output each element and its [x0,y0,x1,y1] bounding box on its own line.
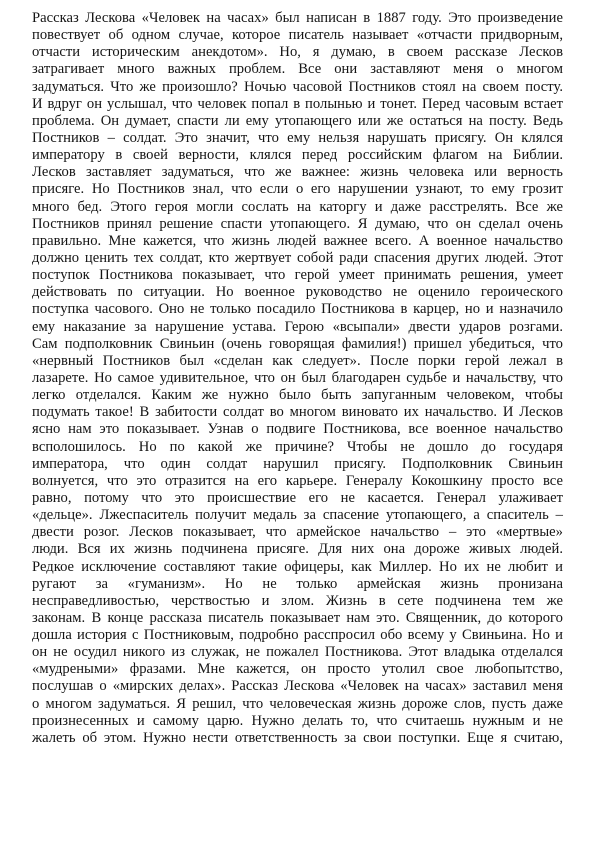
text-line: он не осудил никого из служак, не пожалел Постникова. Этот владыка отделался [32,644,563,661]
text-line: затрагивает много важных проблем. Все они заставляют меня о многом [32,61,563,78]
text-line: Постников – солдат. Это значит, что ему нельзя нарушать присягу. Он клялся [32,129,563,146]
text-line: Редкое исключение составляют такие офицеры, как Миллер. Но их не любит и [32,558,563,575]
text-line: поступка часового. Оно не только посадило Постникова в карцер, но и назначило [32,301,563,318]
text-line: поступок Постникова показывает, что герой умеет принимать решения, умеет [32,267,563,284]
text-line: произнесенных и самому царю. Нужно делать то, что считаешь нужным и не [32,712,563,729]
text-line: люди. Вся их жизнь подчинена присяге. Для них она дороже живых людей. [32,541,563,558]
text-line: легко отделался. Каким же нужно было быть запуганным человеком, чтобы [32,387,563,404]
text-line: дошла история с Постниковым, подробно расспросил обо всему у Свиньина. Но и [32,627,563,644]
text-line: правильно. Мне кажется, что жизнь людей важнее всего. А военное начальство [32,232,563,249]
text-line: «нервный Постников был «сделан как следует». После порки герой лежал в [32,352,563,369]
text-line: о многом задуматься. Я решил, что человеческая жизнь дороже слов, пусть даже [32,695,563,712]
text-line: жалеть об этом. Нужно нести ответственность за свои поступки. Еще я считаю, [32,729,563,746]
text-line: подумать такое! В забитости солдат во многом виновато их начальство. И Лесков [32,404,563,421]
text-line: задуматься. Что же произошло? Ночью часовой Постников стоял на своем посту. [32,78,563,95]
text-line: Постников принял решение спасти утопающего. Я думаю, что он сделал очень [32,215,563,232]
text-line: проблема. Он думает, спасти ли ему утопающего или же остаться на посту. Ведь [32,112,563,129]
text-line: «дельце». Лжеспаситель получит медаль за спасение утопающего, а спаситель – [32,507,563,524]
text-line: ясно нам это показывает. Узнав о подвиге Постникова, все военное начальство [32,421,563,438]
text-line: лазарете. Но самое удивительное, что он был благодарен судьбе и начальству, что [32,369,563,386]
text-line: должно ценить тех солдат, кто жертвует собой ради спасения других людей. Этот [32,249,563,266]
text-line: Рассказ Лескова «Человек на часах» был написан в 1887 году. Это произведение [32,10,563,26]
text-line: присяге. Но Постников знал, что если о его нарушении узнают, то ему грозит [32,181,563,198]
text-line: послушав о «мирских делах». Рассказ Лескова «Человек на часах» заставил меня [32,678,563,695]
text-line: «мудреными» фразами. Мне кажется, он просто утолил свое любопытство, [32,661,563,678]
text-line: И вдруг он услышал, что человек попал в полынью и тонет. Перед часовым встает [32,95,563,112]
text-line: волнуется, что это отразится на его карьере. Генералу Кокошкину просто все [32,472,563,489]
text-line: законам. В конце рассказа писатель показывает нам это. Священник, до которого [32,609,563,626]
text-line: равно, потому что это происшествие его не касается. Генерал улаживает [32,489,563,506]
text-line: повествует об одном случае, которое писатель называет «отчасти придворным, [32,27,563,44]
text-line: Сам подполковник Свиньин (очень говорящая фамилия!) пришел убедиться, что [32,335,563,352]
text-line: ему наказание за нарушение устава. Герою «всыпали» двести ударов розгами. [32,318,563,335]
text-line: Лесков заставляет задуматься, что же важнее: жизнь человека или верность [32,164,563,181]
text-line: действовать по ситуации. Но военное руководство не оценило героического [32,284,563,301]
essay-text [32,10,563,747]
text-line: много бед. Этого героя могли сослать на каторгу и даже расстрелять. Все же [32,198,563,215]
text-line: несправедливостью, черствостью и злом. Жизнь в сете подчинена тем же [32,592,563,609]
text-line: императору в своей верности, клялся перед российским флагом на Библии. [32,147,563,164]
text-line: двести розог. Лесков показывает, что армейское начальство – это «мертвые» [32,524,563,541]
text-line: отчасти историческим анекдотом». Но, я думаю, в своем рассказе Лесков [32,44,563,61]
text-line: императора, что один солдат нарушил присягу. Подполковник Свиньин [32,455,563,472]
text-line: всполошилось. Но по какой же причине? Чтобы не дошло до государя [32,438,563,455]
text-line: ругают за «гуманизм». Но не только армейская жизнь пронизана [32,575,563,592]
